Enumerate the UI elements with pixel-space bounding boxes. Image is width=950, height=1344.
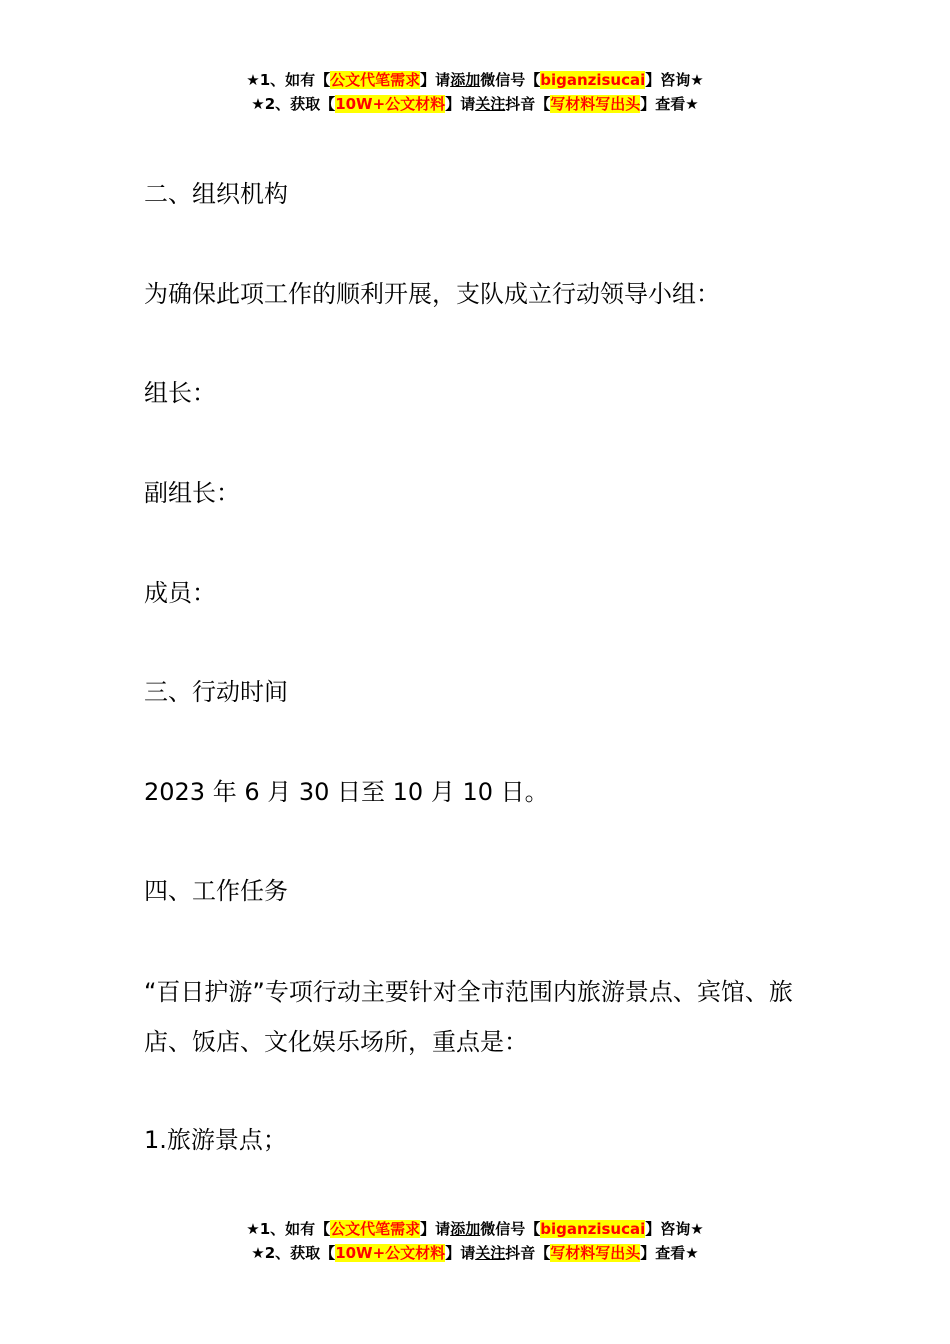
banner-text: 】请 [420, 1220, 451, 1238]
banner-highlight: 公文代笔需求 [330, 71, 421, 89]
paragraph: 为确保此项工作的顺利开展，支队成立行动领导小组： [144, 280, 720, 308]
banner-underlined-text: 添加 [450, 71, 481, 89]
banner-text: 】咨询★ [645, 71, 704, 89]
banner-text: ★1、如有【 [246, 1220, 331, 1238]
banner-highlight: 公文代笔需求 [330, 1220, 421, 1238]
banner-text: ★2、获取【 [251, 95, 336, 113]
banner-text: 】查看★ [640, 1244, 699, 1262]
banner-text: ★2、获取【 [251, 1244, 336, 1262]
header-banner [0, 68, 950, 116]
paragraph: “百日护游”专项行动主要针对全市范围内旅游景点、宾馆、旅店、饭店、文化娱乐场所，重点是： [144, 978, 793, 1056]
banner-text: 】咨询★ [645, 1220, 704, 1238]
banner-text: 】查看★ [640, 95, 699, 113]
banner-text: 微信号【 [480, 71, 541, 89]
banner-text: 】请 [445, 1244, 476, 1262]
banner-line-1 [0, 68, 950, 92]
banner-highlight: 写材料写出头 [550, 95, 641, 113]
members-label: 成员： [144, 579, 216, 607]
leader-label: 组长： [144, 379, 216, 407]
banner-text: 】请 [445, 95, 476, 113]
banner-highlight: biganzisucai [540, 1220, 646, 1238]
banner-highlight: 10W+公文材料 [335, 1244, 446, 1262]
section-heading: 四、工作任务 [144, 877, 288, 905]
banner-highlight: 写材料写出头 [550, 1244, 641, 1262]
footer-banner [0, 1217, 950, 1265]
banner-highlight: biganzisucai [540, 71, 646, 89]
deputy-leader-label: 副组长： [144, 479, 240, 507]
banner-text: ★1、如有【 [246, 71, 331, 89]
banner-highlight: 10W+公文材料 [335, 95, 446, 113]
paragraph: 2023 年 6 月 30 日至 10 月 10 日。 [144, 778, 549, 806]
banner-underlined-text: 添加 [450, 1220, 481, 1238]
banner-text: 微信号【 [480, 1220, 541, 1238]
banner-underlined-text: 关注 [475, 95, 506, 113]
banner-line-1 [0, 1217, 950, 1241]
section-heading: 三、行动时间 [144, 678, 288, 706]
banner-text: 抖音【 [505, 95, 551, 113]
banner-line-2 [0, 92, 950, 116]
section-heading: 二、组织机构 [144, 180, 288, 208]
banner-underlined-text: 关注 [475, 1244, 506, 1262]
list-item: 1.旅游景点； [144, 1126, 287, 1154]
banner-text: 】请 [420, 71, 451, 89]
banner-line-2 [0, 1241, 950, 1265]
banner-text: 抖音【 [505, 1244, 551, 1262]
